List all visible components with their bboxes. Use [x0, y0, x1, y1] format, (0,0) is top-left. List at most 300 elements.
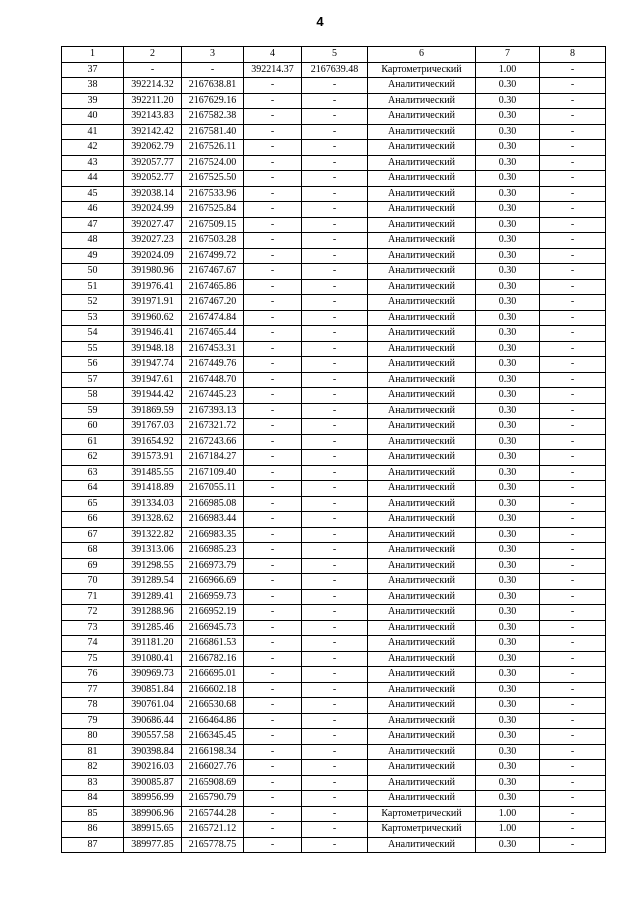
y-coordinate-alt-cell: -	[302, 171, 368, 187]
y-coordinate-alt-cell: -	[302, 496, 368, 512]
accuracy-cell: 0.30	[476, 791, 540, 807]
table-row	[62, 574, 606, 590]
determination-method-cell: Аналитический	[368, 543, 476, 559]
y-coordinate-cell: 2165721.12	[182, 822, 244, 838]
y-coordinate-alt-cell: -	[302, 357, 368, 373]
table-row	[62, 450, 606, 466]
y-coordinate-cell: 2167503.28	[182, 233, 244, 249]
table-row	[62, 62, 606, 78]
y-coordinate-alt-cell: -	[302, 419, 368, 435]
point-number-cell: 85	[62, 806, 124, 822]
table-row	[62, 140, 606, 156]
x-coordinate-cell: 392027.23	[124, 233, 182, 249]
determination-method-cell: Аналитический	[368, 372, 476, 388]
x-coordinate-cell: 390851.84	[124, 682, 182, 698]
table-row	[62, 124, 606, 140]
note-cell: -	[540, 434, 606, 450]
note-cell: -	[540, 791, 606, 807]
accuracy-cell: 0.30	[476, 109, 540, 125]
table-row	[62, 698, 606, 714]
x-coordinate-cell: 391418.89	[124, 481, 182, 497]
point-number-cell: 40	[62, 109, 124, 125]
point-number-cell: 64	[62, 481, 124, 497]
table-row	[62, 496, 606, 512]
note-cell: -	[540, 589, 606, 605]
point-number-cell: 84	[62, 791, 124, 807]
accuracy-cell: 0.30	[476, 372, 540, 388]
accuracy-cell: 0.30	[476, 434, 540, 450]
table-row	[62, 434, 606, 450]
determination-method-cell: Аналитический	[368, 202, 476, 218]
determination-method-cell: Аналитический	[368, 729, 476, 745]
y-coordinate-alt-cell: -	[302, 574, 368, 590]
y-coordinate-alt-cell: -	[302, 558, 368, 574]
determination-method-cell: Аналитический	[368, 217, 476, 233]
y-coordinate-alt-cell: -	[302, 775, 368, 791]
y-coordinate-cell: 2166027.76	[182, 760, 244, 776]
y-coordinate-alt-cell: -	[302, 295, 368, 311]
accuracy-cell: 0.30	[476, 310, 540, 326]
point-number-cell: 45	[62, 186, 124, 202]
x-coordinate-cell: 391298.55	[124, 558, 182, 574]
y-coordinate-alt-cell: -	[302, 326, 368, 342]
accuracy-cell: 0.30	[476, 729, 540, 745]
table-row	[62, 837, 606, 853]
accuracy-cell: 0.30	[476, 171, 540, 187]
x-coordinate-cell: 391947.61	[124, 372, 182, 388]
x-coordinate-cell: 391334.03	[124, 496, 182, 512]
determination-method-cell: Аналитический	[368, 388, 476, 404]
table-row	[62, 760, 606, 776]
note-cell: -	[540, 682, 606, 698]
x-coordinate-cell: 392142.42	[124, 124, 182, 140]
x-coordinate-alt-cell: -	[244, 124, 302, 140]
note-cell: -	[540, 419, 606, 435]
y-coordinate-alt-cell: -	[302, 310, 368, 326]
point-number-cell: 72	[62, 605, 124, 621]
x-coordinate-alt-cell: -	[244, 744, 302, 760]
x-coordinate-cell: 389915.65	[124, 822, 182, 838]
table-row	[62, 636, 606, 652]
x-coordinate-cell: 391976.41	[124, 279, 182, 295]
note-cell: -	[540, 326, 606, 342]
x-coordinate-alt-cell: -	[244, 760, 302, 776]
determination-method-cell: Аналитический	[368, 248, 476, 264]
y-coordinate-alt-cell: -	[302, 543, 368, 559]
column-header: 7	[476, 47, 540, 63]
x-coordinate-alt-cell: -	[244, 419, 302, 435]
y-coordinate-cell: 2167582.38	[182, 109, 244, 125]
table-row	[62, 481, 606, 497]
point-number-cell: 74	[62, 636, 124, 652]
determination-method-cell: Аналитический	[368, 124, 476, 140]
note-cell: -	[540, 543, 606, 559]
note-cell: -	[540, 574, 606, 590]
note-cell: -	[540, 217, 606, 233]
column-header: 1	[62, 47, 124, 63]
table-row	[62, 279, 606, 295]
y-coordinate-alt-cell: 2167639.48	[302, 62, 368, 78]
x-coordinate-alt-cell: -	[244, 713, 302, 729]
y-coordinate-alt-cell: -	[302, 465, 368, 481]
note-cell: -	[540, 465, 606, 481]
x-coordinate-cell: 392143.83	[124, 109, 182, 125]
table-row	[62, 264, 606, 280]
note-cell: -	[540, 558, 606, 574]
accuracy-cell: 0.30	[476, 155, 540, 171]
determination-method-cell: Аналитический	[368, 419, 476, 435]
point-number-cell: 83	[62, 775, 124, 791]
determination-method-cell: Аналитический	[368, 155, 476, 171]
determination-method-cell: Аналитический	[368, 496, 476, 512]
accuracy-cell: 0.30	[476, 512, 540, 528]
accuracy-cell: 0.30	[476, 217, 540, 233]
x-coordinate-alt-cell: -	[244, 543, 302, 559]
table-row	[62, 667, 606, 683]
y-coordinate-alt-cell: -	[302, 822, 368, 838]
y-coordinate-alt-cell: -	[302, 93, 368, 109]
x-coordinate-cell: 392027.47	[124, 217, 182, 233]
accuracy-cell: 0.30	[476, 481, 540, 497]
table-row	[62, 295, 606, 311]
y-coordinate-alt-cell: -	[302, 698, 368, 714]
y-coordinate-cell: 2165790.79	[182, 791, 244, 807]
x-coordinate-alt-cell: -	[244, 155, 302, 171]
determination-method-cell: Аналитический	[368, 326, 476, 342]
determination-method-cell: Аналитический	[368, 279, 476, 295]
note-cell: -	[540, 124, 606, 140]
y-coordinate-cell: 2167499.72	[182, 248, 244, 264]
note-cell: -	[540, 155, 606, 171]
accuracy-cell: 0.30	[476, 682, 540, 698]
determination-method-cell: Аналитический	[368, 558, 476, 574]
accuracy-cell: 0.30	[476, 574, 540, 590]
x-coordinate-alt-cell: -	[244, 93, 302, 109]
note-cell: -	[540, 620, 606, 636]
y-coordinate-alt-cell: -	[302, 481, 368, 497]
x-coordinate-cell: 391947.74	[124, 357, 182, 373]
table-row	[62, 109, 606, 125]
determination-method-cell: Аналитический	[368, 791, 476, 807]
x-coordinate-alt-cell: -	[244, 620, 302, 636]
x-coordinate-cell: 390216.03	[124, 760, 182, 776]
note-cell: -	[540, 202, 606, 218]
y-coordinate-alt-cell: -	[302, 186, 368, 202]
y-coordinate-alt-cell: -	[302, 248, 368, 264]
note-cell: -	[540, 775, 606, 791]
determination-method-cell: Аналитический	[368, 310, 476, 326]
x-coordinate-cell: 390398.84	[124, 744, 182, 760]
accuracy-cell: 0.30	[476, 651, 540, 667]
determination-method-cell: Аналитический	[368, 186, 476, 202]
column-header: 4	[244, 47, 302, 63]
accuracy-cell: 0.30	[476, 837, 540, 853]
x-coordinate-alt-cell: -	[244, 589, 302, 605]
point-number-cell: 49	[62, 248, 124, 264]
y-coordinate-alt-cell: -	[302, 667, 368, 683]
x-coordinate-cell: 392057.77	[124, 155, 182, 171]
accuracy-cell: 0.30	[476, 388, 540, 404]
accuracy-cell: 0.30	[476, 124, 540, 140]
table-header-row	[62, 47, 606, 63]
y-coordinate-alt-cell: -	[302, 729, 368, 745]
point-number-cell: 47	[62, 217, 124, 233]
table-row	[62, 729, 606, 745]
determination-method-cell: Аналитический	[368, 744, 476, 760]
point-number-cell: 44	[62, 171, 124, 187]
table-row	[62, 620, 606, 636]
y-coordinate-cell: 2167453.31	[182, 341, 244, 357]
point-number-cell: 86	[62, 822, 124, 838]
note-cell: -	[540, 78, 606, 94]
y-coordinate-cell: 2166782.16	[182, 651, 244, 667]
page-number: 4	[316, 14, 324, 29]
point-number-cell: 53	[62, 310, 124, 326]
x-coordinate-alt-cell: -	[244, 512, 302, 528]
determination-method-cell: Картометрический	[368, 62, 476, 78]
x-coordinate-cell: 390761.04	[124, 698, 182, 714]
point-number-cell: 51	[62, 279, 124, 295]
point-number-cell: 75	[62, 651, 124, 667]
accuracy-cell: 0.30	[476, 589, 540, 605]
x-coordinate-cell: 391181.20	[124, 636, 182, 652]
x-coordinate-alt-cell: -	[244, 279, 302, 295]
x-coordinate-alt-cell: -	[244, 171, 302, 187]
y-coordinate-alt-cell: -	[302, 264, 368, 280]
y-coordinate-cell: 2167448.70	[182, 372, 244, 388]
accuracy-cell: 0.30	[476, 744, 540, 760]
y-coordinate-cell: 2166983.44	[182, 512, 244, 528]
point-number-cell: 56	[62, 357, 124, 373]
determination-method-cell: Картометрический	[368, 806, 476, 822]
point-number-cell: 79	[62, 713, 124, 729]
y-coordinate-alt-cell: -	[302, 744, 368, 760]
accuracy-cell: 0.30	[476, 140, 540, 156]
y-coordinate-cell: 2166602.18	[182, 682, 244, 698]
point-number-cell: 55	[62, 341, 124, 357]
table-row	[62, 217, 606, 233]
x-coordinate-alt-cell: -	[244, 651, 302, 667]
x-coordinate-alt-cell: -	[244, 217, 302, 233]
table-row	[62, 310, 606, 326]
y-coordinate-cell: -	[182, 62, 244, 78]
x-coordinate-cell: 391948.18	[124, 341, 182, 357]
x-coordinate-cell: 391946.41	[124, 326, 182, 342]
table-row	[62, 155, 606, 171]
determination-method-cell: Аналитический	[368, 837, 476, 853]
table-row	[62, 403, 606, 419]
y-coordinate-alt-cell: -	[302, 837, 368, 853]
y-coordinate-cell: 2167321.72	[182, 419, 244, 435]
accuracy-cell: 0.30	[476, 326, 540, 342]
y-coordinate-cell: 2167525.84	[182, 202, 244, 218]
accuracy-cell: 0.30	[476, 295, 540, 311]
y-coordinate-alt-cell: -	[302, 124, 368, 140]
x-coordinate-alt-cell: -	[244, 78, 302, 94]
determination-method-cell: Аналитический	[368, 620, 476, 636]
point-number-cell: 68	[62, 543, 124, 559]
table-row	[62, 527, 606, 543]
note-cell: -	[540, 62, 606, 78]
x-coordinate-cell: 391289.54	[124, 574, 182, 590]
x-coordinate-cell: 391322.82	[124, 527, 182, 543]
table-row	[62, 775, 606, 791]
y-coordinate-cell: 2166952.19	[182, 605, 244, 621]
x-coordinate-alt-cell: -	[244, 729, 302, 745]
note-cell: -	[540, 403, 606, 419]
note-cell: -	[540, 651, 606, 667]
point-number-cell: 60	[62, 419, 124, 435]
determination-method-cell: Аналитический	[368, 140, 476, 156]
note-cell: -	[540, 822, 606, 838]
point-number-cell: 81	[62, 744, 124, 760]
point-number-cell: 77	[62, 682, 124, 698]
table-row	[62, 78, 606, 94]
x-coordinate-alt-cell: 392214.37	[244, 62, 302, 78]
note-cell: -	[540, 264, 606, 280]
x-coordinate-alt-cell: -	[244, 202, 302, 218]
x-coordinate-alt-cell: -	[244, 388, 302, 404]
y-coordinate-cell: 2167509.15	[182, 217, 244, 233]
y-coordinate-cell: 2166959.73	[182, 589, 244, 605]
accuracy-cell: 0.30	[476, 186, 540, 202]
y-coordinate-cell: 2167449.76	[182, 357, 244, 373]
determination-method-cell: Аналитический	[368, 341, 476, 357]
accuracy-cell: 0.30	[476, 279, 540, 295]
y-coordinate-cell: 2166945.73	[182, 620, 244, 636]
determination-method-cell: Аналитический	[368, 667, 476, 683]
note-cell: -	[540, 496, 606, 512]
point-number-cell: 66	[62, 512, 124, 528]
point-number-cell: 54	[62, 326, 124, 342]
y-coordinate-cell: 2167465.44	[182, 326, 244, 342]
determination-method-cell: Аналитический	[368, 295, 476, 311]
x-coordinate-alt-cell: -	[244, 775, 302, 791]
x-coordinate-cell: 391573.91	[124, 450, 182, 466]
y-coordinate-cell: 2166198.34	[182, 744, 244, 760]
determination-method-cell: Аналитический	[368, 109, 476, 125]
point-number-cell: 70	[62, 574, 124, 590]
determination-method-cell: Аналитический	[368, 682, 476, 698]
point-number-cell: 87	[62, 837, 124, 853]
y-coordinate-cell: 2165778.75	[182, 837, 244, 853]
determination-method-cell: Аналитический	[368, 78, 476, 94]
point-number-cell: 69	[62, 558, 124, 574]
y-coordinate-cell: 2166530.68	[182, 698, 244, 714]
y-coordinate-alt-cell: -	[302, 403, 368, 419]
accuracy-cell: 0.30	[476, 605, 540, 621]
y-coordinate-alt-cell: -	[302, 527, 368, 543]
y-coordinate-cell: 2167533.96	[182, 186, 244, 202]
table-row	[62, 822, 606, 838]
y-coordinate-cell: 2167243.66	[182, 434, 244, 450]
x-coordinate-alt-cell: -	[244, 372, 302, 388]
point-number-cell: 39	[62, 93, 124, 109]
note-cell: -	[540, 636, 606, 652]
point-number-cell: 59	[62, 403, 124, 419]
y-coordinate-alt-cell: -	[302, 760, 368, 776]
accuracy-cell: 0.30	[476, 248, 540, 264]
point-number-cell: 41	[62, 124, 124, 140]
point-number-cell: 80	[62, 729, 124, 745]
determination-method-cell: Аналитический	[368, 233, 476, 249]
accuracy-cell: 0.30	[476, 93, 540, 109]
y-coordinate-cell: 2165908.69	[182, 775, 244, 791]
x-coordinate-alt-cell: -	[244, 248, 302, 264]
y-coordinate-cell: 2167629.16	[182, 93, 244, 109]
y-coordinate-alt-cell: -	[302, 605, 368, 621]
y-coordinate-alt-cell: -	[302, 636, 368, 652]
x-coordinate-cell: 389977.85	[124, 837, 182, 853]
point-number-cell: 76	[62, 667, 124, 683]
note-cell: -	[540, 341, 606, 357]
x-coordinate-cell: 391980.96	[124, 264, 182, 280]
x-coordinate-cell: 391960.62	[124, 310, 182, 326]
accuracy-cell: 0.30	[476, 558, 540, 574]
y-coordinate-cell: 2167393.13	[182, 403, 244, 419]
x-coordinate-cell: 391869.59	[124, 403, 182, 419]
table-row	[62, 186, 606, 202]
y-coordinate-alt-cell: -	[302, 202, 368, 218]
note-cell: -	[540, 372, 606, 388]
accuracy-cell: 1.00	[476, 822, 540, 838]
determination-method-cell: Аналитический	[368, 589, 476, 605]
note-cell: -	[540, 729, 606, 745]
y-coordinate-alt-cell: -	[302, 388, 368, 404]
x-coordinate-cell: 390969.73	[124, 667, 182, 683]
y-coordinate-cell: 2166985.23	[182, 543, 244, 559]
x-coordinate-cell: 391971.91	[124, 295, 182, 311]
table-row	[62, 372, 606, 388]
x-coordinate-alt-cell: -	[244, 186, 302, 202]
x-coordinate-cell: 389906.96	[124, 806, 182, 822]
table-row	[62, 682, 606, 698]
point-number-cell: 42	[62, 140, 124, 156]
x-coordinate-cell: 391289.41	[124, 589, 182, 605]
note-cell: -	[540, 527, 606, 543]
point-number-cell: 58	[62, 388, 124, 404]
y-coordinate-cell: 2166985.08	[182, 496, 244, 512]
y-coordinate-cell: 2167109.40	[182, 465, 244, 481]
note-cell: -	[540, 512, 606, 528]
coordinates-table	[61, 46, 606, 853]
y-coordinate-alt-cell: -	[302, 589, 368, 605]
determination-method-cell: Аналитический	[368, 93, 476, 109]
x-coordinate-alt-cell: -	[244, 295, 302, 311]
x-coordinate-cell: 390686.44	[124, 713, 182, 729]
x-coordinate-alt-cell: -	[244, 667, 302, 683]
accuracy-cell: 0.30	[476, 419, 540, 435]
point-number-cell: 43	[62, 155, 124, 171]
accuracy-cell: 0.30	[476, 713, 540, 729]
x-coordinate-cell: 392024.09	[124, 248, 182, 264]
point-number-cell: 37	[62, 62, 124, 78]
accuracy-cell: 0.30	[476, 775, 540, 791]
x-coordinate-alt-cell: -	[244, 465, 302, 481]
determination-method-cell: Аналитический	[368, 481, 476, 497]
x-coordinate-cell: 392214.32	[124, 78, 182, 94]
determination-method-cell: Аналитический	[368, 574, 476, 590]
y-coordinate-alt-cell: -	[302, 651, 368, 667]
point-number-cell: 50	[62, 264, 124, 280]
y-coordinate-alt-cell: -	[302, 713, 368, 729]
y-coordinate-cell: 2165744.28	[182, 806, 244, 822]
y-coordinate-alt-cell: -	[302, 512, 368, 528]
column-header: 3	[182, 47, 244, 63]
x-coordinate-alt-cell: -	[244, 109, 302, 125]
x-coordinate-alt-cell: -	[244, 233, 302, 249]
determination-method-cell: Аналитический	[368, 605, 476, 621]
